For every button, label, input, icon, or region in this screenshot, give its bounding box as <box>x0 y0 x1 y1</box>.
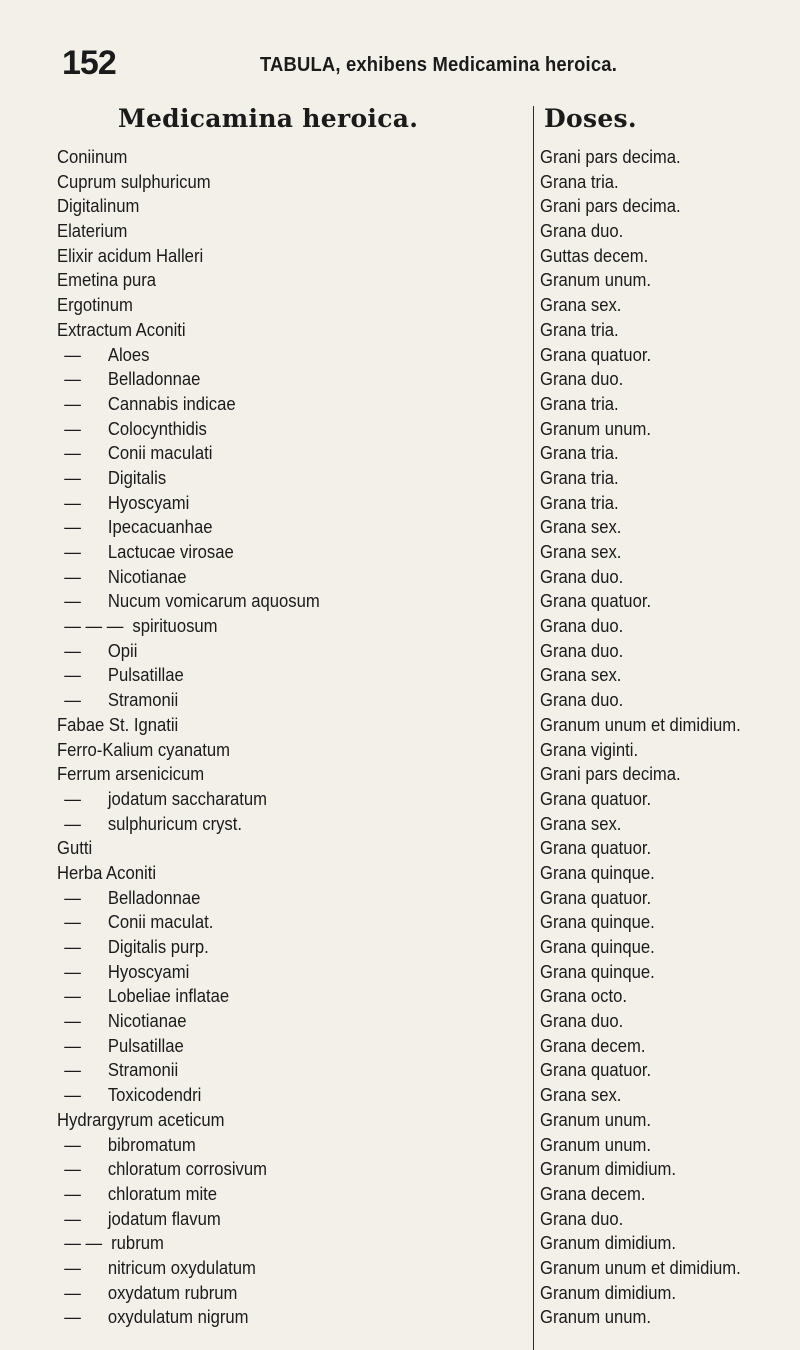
dose-row: Grana sex. <box>540 541 622 562</box>
dose-row: Grana sex. <box>540 812 622 834</box>
medicament-row <box>57 713 480 738</box>
medicament-row <box>57 688 480 713</box>
ditto-dash: — <box>64 590 81 612</box>
ditto-dash: — — — <box>64 615 124 637</box>
medicament-name: Nicotianae <box>107 1010 187 1032</box>
dose-row: Grana quinque. <box>540 936 655 957</box>
ditto-dash: — <box>64 911 81 933</box>
medicament-name: Hyoscyami <box>107 960 190 982</box>
medicament-name: Toxicodendri <box>107 1084 202 1106</box>
column-heading-doses: Doses. <box>544 104 637 133</box>
ditto-dash: — <box>64 343 81 365</box>
medicament-row <box>57 466 480 491</box>
dose-row: Grana quatuor. <box>540 1059 652 1081</box>
dose-row: Grana tria. <box>540 318 619 340</box>
ditto-dash: — <box>64 1256 81 1278</box>
medicament-row <box>57 1182 480 1207</box>
dose-row: Grana octo. <box>540 985 628 1007</box>
medicament-row <box>57 441 480 466</box>
dose-row: Guttas decem. <box>540 244 649 266</box>
medicament-row <box>57 417 480 442</box>
medicament-name: Cannabis indicae <box>107 392 236 414</box>
ditto-dash: — <box>64 1084 81 1106</box>
ditto-dash: — <box>64 985 81 1007</box>
column-heading-medicamina: Medicamina heroica. <box>118 104 419 133</box>
dose-row: Grana quatuor. <box>540 590 652 612</box>
dose-row: Granum unum. <box>540 269 652 291</box>
dose-row: Grana quatuor. <box>540 343 652 365</box>
ditto-dash: — <box>64 689 81 711</box>
medicament-name: Hydrargyrum aceticum <box>57 1108 225 1130</box>
ditto-dash: — <box>64 639 81 661</box>
medicament-name: chloratum mite <box>107 1182 218 1204</box>
medicament-row <box>57 318 480 343</box>
dose-list <box>540 145 798 1330</box>
ditto-dash: — <box>64 417 81 439</box>
medicament-list <box>57 145 527 1330</box>
dose-row: Granum dimidium. <box>540 1232 677 1254</box>
medicament-row <box>57 910 480 935</box>
dose-row: Grana sex. <box>540 516 622 538</box>
medicament-name: Elaterium <box>57 220 128 242</box>
page-number: 152 <box>62 44 116 82</box>
medicament-name: jodatum saccharatum <box>107 787 268 809</box>
medicament-name: Hyoscyami <box>107 491 190 513</box>
medicament-name: nitricum oxydulatum <box>107 1256 256 1278</box>
medicament-name: Pulsatillae <box>107 1034 184 1056</box>
dose-row: Grana tria. <box>540 392 619 414</box>
medicament-name: Stramonii <box>107 1059 179 1081</box>
medicament-name: Ferro-Kalium cyanatum <box>57 738 231 760</box>
medicament-name: Digitalinum <box>57 195 140 217</box>
medicament-name: chloratum corrosivum <box>107 1158 267 1180</box>
medicament-row <box>57 1305 480 1330</box>
medicament-row <box>57 244 480 269</box>
ditto-dash: — <box>64 1281 81 1303</box>
dose-row: Grana sex. <box>540 664 622 686</box>
dose-row: Grana duo. <box>540 639 624 661</box>
medicament-name: Aloes <box>107 343 150 365</box>
medicament-row <box>57 886 480 911</box>
ditto-dash: — <box>64 491 81 513</box>
ditto-dash: — <box>64 1182 81 1204</box>
medicament-name: Cuprum sulphuricum <box>57 170 211 192</box>
medicament-name: Fabae St. Ignatii <box>57 713 179 735</box>
medicament-row <box>57 836 480 861</box>
ditto-dash: — <box>64 442 81 464</box>
medicament-row <box>57 1157 480 1182</box>
medicament-row <box>57 1133 480 1158</box>
dose-row: Grana duo. <box>540 565 624 587</box>
dose-row: Granum unum. <box>540 1306 652 1328</box>
medicament-name: Belladonnae <box>107 886 201 908</box>
medicament-name: Ferrum arsenicicum <box>57 763 205 785</box>
dose-row: Grani pars decima. <box>540 763 681 785</box>
ditto-dash: — <box>64 1306 81 1328</box>
column-divider <box>533 106 534 1350</box>
dose-row: Grana quinque. <box>540 911 655 933</box>
medicament-row <box>57 1207 480 1232</box>
dose-row: Grana duo. <box>540 1010 624 1032</box>
medicament-name: Digitalis <box>107 466 167 488</box>
page-title: TABULA, exhibens Medicamina heroica. <box>260 54 617 76</box>
medicament-name: rubrum <box>111 1232 164 1254</box>
ditto-dash: — <box>64 936 81 957</box>
medicament-row <box>57 491 480 516</box>
medicament-name: Nicotianae <box>107 565 187 587</box>
medicament-name: Digitalis purp. <box>107 936 209 957</box>
medicament-row <box>57 1281 480 1306</box>
medicament-row <box>57 812 480 837</box>
medicament-row <box>57 1231 480 1256</box>
medicament-row <box>57 565 480 590</box>
medicament-row <box>57 1058 480 1083</box>
medicament-name: Ergotinum <box>57 294 133 316</box>
medicament-name: Emetina pura <box>57 269 157 291</box>
medicament-row <box>57 787 480 812</box>
medicament-name: Colocynthidis <box>107 417 207 439</box>
medicament-name: bibromatum <box>107 1133 196 1155</box>
medicament-row <box>57 392 480 417</box>
dose-row: Grana duo. <box>540 689 624 711</box>
dose-row: Grana duo. <box>540 368 624 390</box>
medicament-row <box>57 367 480 392</box>
medicament-name: Ipecacuanhae <box>107 516 213 538</box>
ditto-dash: — — <box>64 1232 103 1254</box>
dose-row: Granum unum et dimidium. <box>540 713 741 735</box>
dose-row: Grana duo. <box>540 1207 624 1229</box>
medicament-row <box>57 663 480 688</box>
medicament-name: Nucum vomicarum aquosum <box>107 590 320 612</box>
medicament-name: Coniinum <box>57 146 128 167</box>
medicament-name: Conii maculati <box>107 442 213 464</box>
ditto-dash: — <box>64 541 81 562</box>
ditto-dash: — <box>64 466 81 488</box>
ditto-dash: — <box>64 392 81 414</box>
medicament-row <box>57 268 480 293</box>
ditto-dash: — <box>64 1059 81 1081</box>
medicament-row <box>57 639 480 664</box>
ditto-dash: — <box>64 1034 81 1056</box>
ditto-dash: — <box>64 516 81 538</box>
ditto-dash: — <box>64 787 81 809</box>
medicament-name: Elixir acidum Halleri <box>57 244 204 266</box>
medicament-row <box>57 1009 480 1034</box>
ditto-dash: — <box>64 886 81 908</box>
ditto-dash: — <box>64 1207 81 1229</box>
dose-row: Grana tria. <box>540 491 619 513</box>
ditto-dash: — <box>64 812 81 834</box>
medicament-row <box>57 738 480 763</box>
medicament-row <box>57 219 480 244</box>
ditto-dash: — <box>64 565 81 587</box>
medicament-row <box>57 194 480 219</box>
running-head <box>62 44 762 84</box>
dose-row: Granum unum. <box>540 417 652 439</box>
dose-row: Grana sex. <box>540 294 622 316</box>
dose-row: Grana duo. <box>540 220 624 242</box>
medicament-row <box>57 343 480 368</box>
ditto-dash: — <box>64 960 81 982</box>
dose-row: Grana quinque. <box>540 861 655 883</box>
medicament-name: Pulsatillae <box>107 664 184 686</box>
medicament-row <box>57 614 480 639</box>
medicament-name: Lobeliae inflatae <box>107 985 230 1007</box>
dose-row: Grani pars decima. <box>540 146 681 167</box>
medicament-row <box>57 1108 480 1133</box>
medicament-name: Opii <box>107 639 138 661</box>
dose-row: Granum unum et dimidium. <box>540 1256 741 1278</box>
dose-row: Grana tria. <box>540 466 619 488</box>
dose-row: Grana tria. <box>540 170 619 192</box>
medicament-name: sulphuricum cryst. <box>107 812 243 834</box>
medicament-name: Herba Aconiti <box>57 861 157 883</box>
medicament-row <box>57 145 480 170</box>
medicament-row <box>57 589 480 614</box>
medicament-name: Extractum Aconiti <box>57 318 186 340</box>
ditto-dash: — <box>64 1010 81 1032</box>
dose-row: Grana decem. <box>540 1182 646 1204</box>
medicament-row <box>57 861 480 886</box>
medicament-name: Conii maculat. <box>107 911 214 933</box>
medicament-row <box>57 1034 480 1059</box>
medicament-row <box>57 960 480 985</box>
dose-row: Grana sex. <box>540 1084 622 1106</box>
medicament-name: jodatum flavum <box>107 1207 221 1229</box>
medicament-row <box>57 1083 480 1108</box>
dose-row: Grana quatuor. <box>540 787 652 809</box>
medicament-name: Gutti <box>57 837 93 859</box>
dose-row: Grana viginti. <box>540 738 639 760</box>
medicament-row <box>57 984 480 1009</box>
dose-row: Granum dimidium. <box>540 1158 677 1180</box>
dose-row: Granum dimidium. <box>540 1281 677 1303</box>
ditto-dash: — <box>64 1158 81 1180</box>
medicament-row <box>57 170 480 195</box>
dose-row: Granum unum. <box>540 1108 652 1130</box>
ditto-dash: — <box>64 664 81 686</box>
medicament-row <box>57 293 480 318</box>
medicament-row <box>57 1256 480 1281</box>
medicament-name: oxydulatum nigrum <box>107 1306 249 1328</box>
medicament-row <box>57 540 480 565</box>
dose-row: Grana quatuor. <box>540 837 652 859</box>
medicament-name: Lactucae virosae <box>107 541 234 562</box>
dose-row: Grana tria. <box>540 442 619 464</box>
dose-row: Grana decem. <box>540 1034 646 1056</box>
medicament-row <box>57 935 480 960</box>
ditto-dash: — <box>64 368 81 390</box>
medicament-name: spirituosum <box>132 615 218 637</box>
ditto-dash: — <box>64 1133 81 1155</box>
dose-row: Grana quinque. <box>540 960 655 982</box>
dose-row: Grana duo. <box>540 615 624 637</box>
medicament-row <box>57 762 480 787</box>
medicament-name: oxydatum rubrum <box>107 1281 238 1303</box>
medicament-row <box>57 515 480 540</box>
dose-row: Grani pars decima. <box>540 195 681 217</box>
dose-row: Granum unum. <box>540 1133 652 1155</box>
medicament-name: Stramonii <box>107 689 179 711</box>
dose-row: Grana quatuor. <box>540 886 652 908</box>
medicament-name: Belladonnae <box>107 368 201 390</box>
